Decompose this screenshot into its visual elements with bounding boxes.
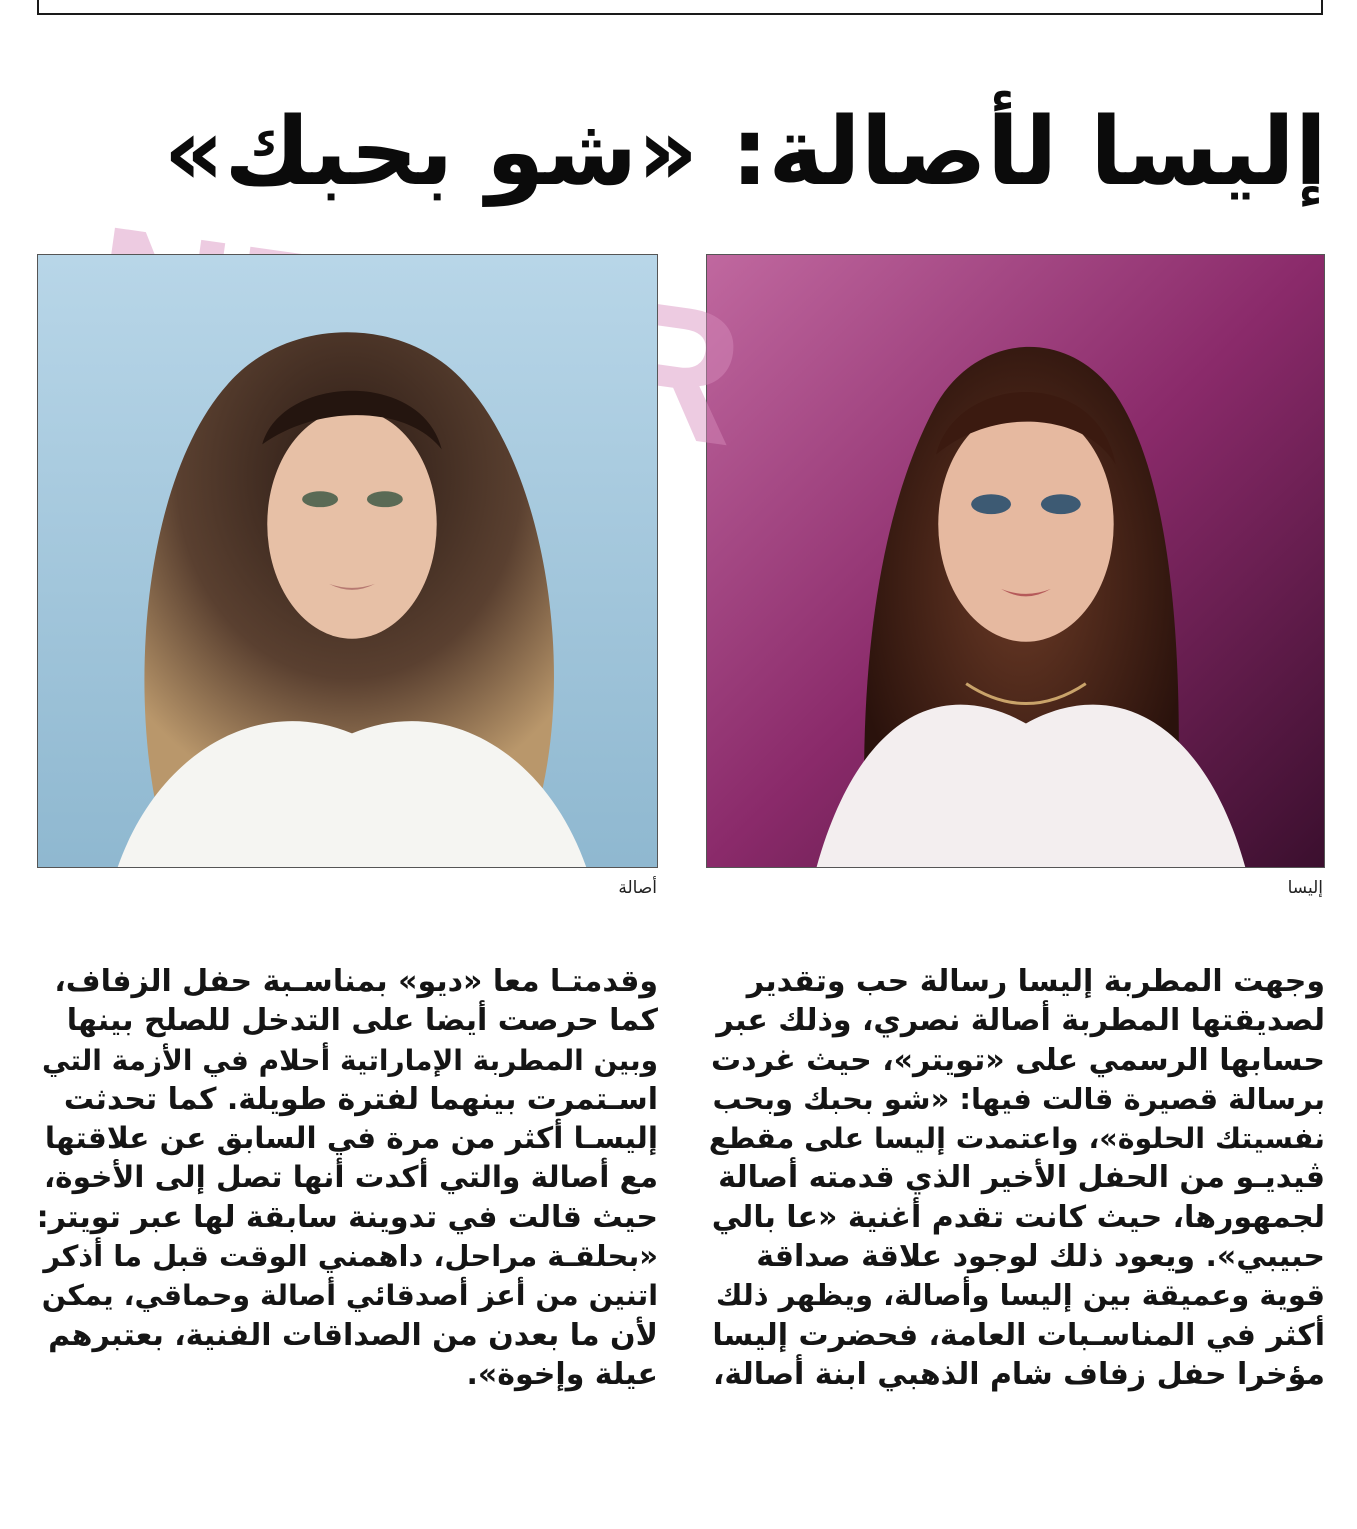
article-text-line: «بحلقـة مراحل، داهمني الوقت قبل ما أذكر — [43, 1239, 658, 1274]
article-text-line: ڤيديـو من الحفل الأخير الذي قدمته أصالة — [718, 1160, 1325, 1196]
article-text-line: إليسـا أكثر من مرة في السابق عن علاقتها — [44, 1121, 658, 1156]
article-text-line: وجهت المطربة إليسا رسالة حب وتقدير — [746, 964, 1325, 999]
article-text-line: لصديقتها المطربة أصالة نصري، وذلك عبر — [716, 1003, 1325, 1039]
article-text-line: لأن ما بعدن من الصداقات الفنية، بعتبرهم — [48, 1317, 658, 1353]
article-text-line: برسالة قصيرة قالت فيها: «شو بحبك وبحب — [712, 1081, 1325, 1116]
caption-assala: أصالة — [618, 878, 657, 898]
photo-elissa — [706, 254, 1325, 868]
article-text-line: اسـتمرت بينهما لفترة طويلة. كما تحدثت — [63, 1081, 658, 1117]
article-text-line: اتنين من أعز أصدقائي أصالة وحماقي، يمكن — [41, 1279, 658, 1313]
photo-elissa-illustration — [707, 255, 1324, 867]
article-column-right — [706, 962, 1325, 1394]
article-text-line: وقدمتـا معا «ديو» بمناسـبة حفل الزفاف، — [54, 964, 658, 999]
article-text-line: نفسيتك الحلوة»، واعتمدت إليسا على مقطع — [708, 1122, 1325, 1156]
article-text-line: لجمهورها، حيث كانت تقدم أغنية «عا بالي — [711, 1199, 1325, 1235]
headline: إليسا لأصالة: «شو بحبك» — [163, 98, 1327, 207]
article-column-left — [37, 962, 658, 1394]
article-text-line: حبيبي». ويعود ذلك لوجود علاقة صداقة — [756, 1239, 1325, 1275]
caption-elissa: إليسا — [1287, 878, 1323, 898]
article-text-line: كما حرصت أيضا على التدخل للصلح بينها — [66, 1003, 658, 1039]
article-text-line: حسابها الرسمي على «تويتر»، حيث غردت — [711, 1042, 1325, 1078]
photo-assala-illustration — [38, 255, 657, 867]
photo-assala — [37, 254, 658, 868]
article-text-line: حيث قالت في تدوينة سابقة لها عبر تويتر: — [36, 1199, 658, 1235]
article-text-line: عيلة وإخوة». — [466, 1356, 658, 1392]
article-text-line: مؤخرا حفل زفاف شام الذهبي ابنة أصالة، — [712, 1356, 1325, 1392]
article-text-line: وبين المطربة الإماراتية أحلام في الأزمة التي — [41, 1043, 658, 1077]
article-text-line: أكثر في المناسـبات العامة، فحضرت إليسا — [712, 1317, 1325, 1353]
top-border-box — [37, 0, 1323, 15]
article-text-line: قوية وعميقة بين إليسا وأصالة، ويظهر ذلك — [715, 1278, 1325, 1313]
article-text-line: مع أصالة والتي أكدت أنها تصل إلى الأخوة، — [43, 1160, 658, 1195]
